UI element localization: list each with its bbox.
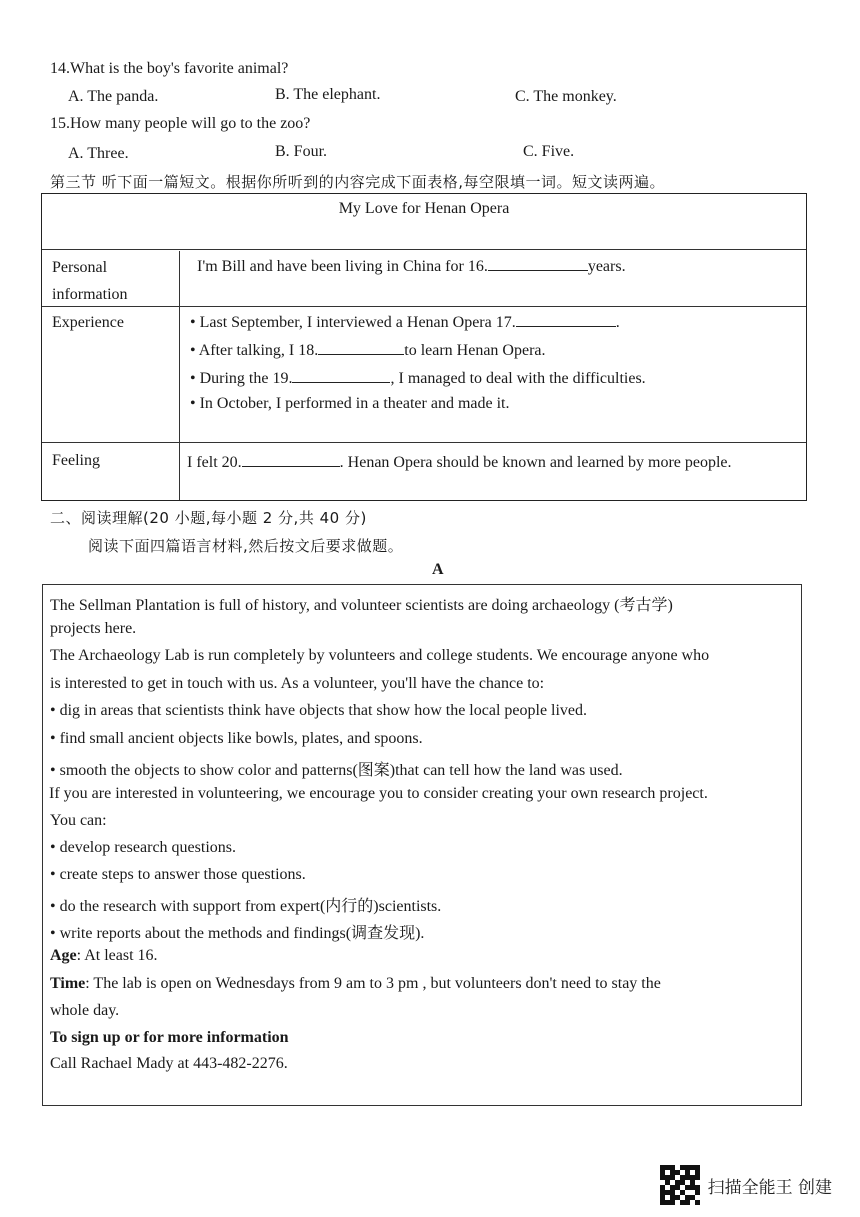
passage-line: whole day. bbox=[50, 1002, 120, 1019]
passage-bullet: • dig in areas that scientists think have objects that show how the local people lived. bbox=[50, 702, 588, 719]
table-divider bbox=[42, 249, 806, 250]
passage-line: projects here. bbox=[50, 620, 137, 637]
passage-bullet: • find small ancient objects like bowls, plates, and spoons. bbox=[50, 730, 423, 747]
time-line bbox=[50, 975, 661, 993]
table-divider bbox=[42, 442, 806, 443]
exp2-after: to learn Henan Opera. bbox=[404, 342, 546, 359]
q14-option-a: A. The panda. bbox=[68, 88, 159, 105]
personal-label-2: information bbox=[52, 286, 128, 303]
age-value: : At least 16. bbox=[76, 947, 158, 964]
experience-item bbox=[190, 368, 646, 388]
q15-option-b: B. Four. bbox=[275, 143, 328, 160]
section3-instruction: 第三节 听下面一篇短文。根据你所听到的内容完成下面表格,每空限填一词。短文读两遍。 bbox=[50, 173, 666, 191]
personal-text bbox=[197, 256, 626, 276]
passage-letter: A bbox=[432, 561, 444, 578]
blank-17[interactable] bbox=[516, 312, 616, 327]
q15-option-c: C. Five. bbox=[523, 143, 575, 160]
signup-heading: To sign up or for more information bbox=[50, 1029, 289, 1046]
reading-heading: 二、阅读理解(20 小题,每小题 2 分,共 40 分) bbox=[50, 509, 367, 527]
passage-bullet: • develop research questions. bbox=[50, 839, 236, 856]
passage-bullet: • create steps to answer those questions. bbox=[50, 866, 306, 883]
blank-18[interactable] bbox=[318, 340, 404, 355]
feeling-text bbox=[187, 452, 732, 472]
reading-instruction: 阅读下面四篇语言材料,然后按文后要求做题。 bbox=[88, 537, 404, 555]
experience-item bbox=[190, 312, 620, 332]
exp1-after: . bbox=[615, 314, 620, 331]
passage-line: You can: bbox=[50, 812, 107, 829]
passage-bullet: • do the research with support from expert(内行的)scientists. bbox=[50, 898, 442, 915]
personal-text-after: years. bbox=[587, 258, 626, 275]
passage-bullet: • smooth the objects to show color and patterns(图案)that can tell how the land was used. bbox=[50, 762, 623, 779]
exp2-before: • After talking, I 18. bbox=[190, 342, 319, 359]
table-column-divider bbox=[179, 251, 180, 500]
q14-option-c: C. The monkey. bbox=[515, 88, 617, 105]
exp3-after: , I managed to deal with the difficulties. bbox=[390, 370, 646, 387]
answer-table bbox=[41, 193, 807, 501]
time-label: Time bbox=[50, 975, 86, 992]
passage-line: The Sellman Plantation is full of history, and volunteer scientists are doing archaeology (考古学) bbox=[50, 597, 673, 614]
passage-line: The Archaeology Lab is run completely by volunteers and college students. We encourage anyone who bbox=[50, 647, 710, 664]
blank-16[interactable] bbox=[488, 256, 588, 271]
blank-19[interactable] bbox=[292, 368, 390, 383]
q15-option-a: A. Three. bbox=[68, 145, 129, 162]
q14-option-b: B. The elephant. bbox=[275, 86, 381, 103]
blank-20[interactable] bbox=[242, 452, 340, 467]
exp1-before: • Last September, I interviewed a Henan Opera 17. bbox=[190, 314, 516, 331]
question-14: 14.What is the boy's favorite animal? bbox=[50, 60, 289, 77]
experience-item bbox=[190, 340, 546, 360]
experience-label: Experience bbox=[52, 314, 124, 331]
scanner-watermark bbox=[660, 1165, 832, 1205]
feeling-after: . Henan Opera should be known and learned by more people. bbox=[339, 454, 732, 471]
passage-bullet: • write reports about the methods and findings(调查发现). bbox=[50, 925, 425, 942]
question-15: 15.How many people will go to the zoo? bbox=[50, 115, 311, 132]
age-line bbox=[50, 947, 158, 965]
experience-item: • In October, I performed in a theater and made it. bbox=[190, 395, 510, 412]
time-value: : The lab is open on Wednesdays from 9 am to 3 pm , but volunteers don't need to stay the bbox=[85, 975, 661, 992]
exp3-before: • During the 19. bbox=[190, 370, 293, 387]
personal-label: Personal bbox=[52, 259, 108, 276]
watermark-text: 扫描全能王 创建 bbox=[707, 1177, 832, 1198]
passage-line: is interested to get in touch with us. As a volunteer, you'll have the chance to: bbox=[50, 675, 545, 692]
age-label: Age bbox=[50, 947, 77, 964]
qr-code-icon bbox=[660, 1165, 700, 1205]
personal-text-before: I'm Bill and have been living in China for 16. bbox=[197, 258, 488, 275]
table-title: My Love for Henan Opera bbox=[338, 200, 510, 217]
feeling-before: I felt 20. bbox=[187, 454, 242, 471]
table-divider bbox=[42, 306, 806, 307]
passage-line: If you are interested in volunteering, we encourage you to consider creating your own research project. bbox=[49, 785, 708, 802]
feeling-label: Feeling bbox=[52, 452, 100, 469]
contact-line: Call Rachael Mady at 443-482-2276. bbox=[50, 1055, 288, 1072]
